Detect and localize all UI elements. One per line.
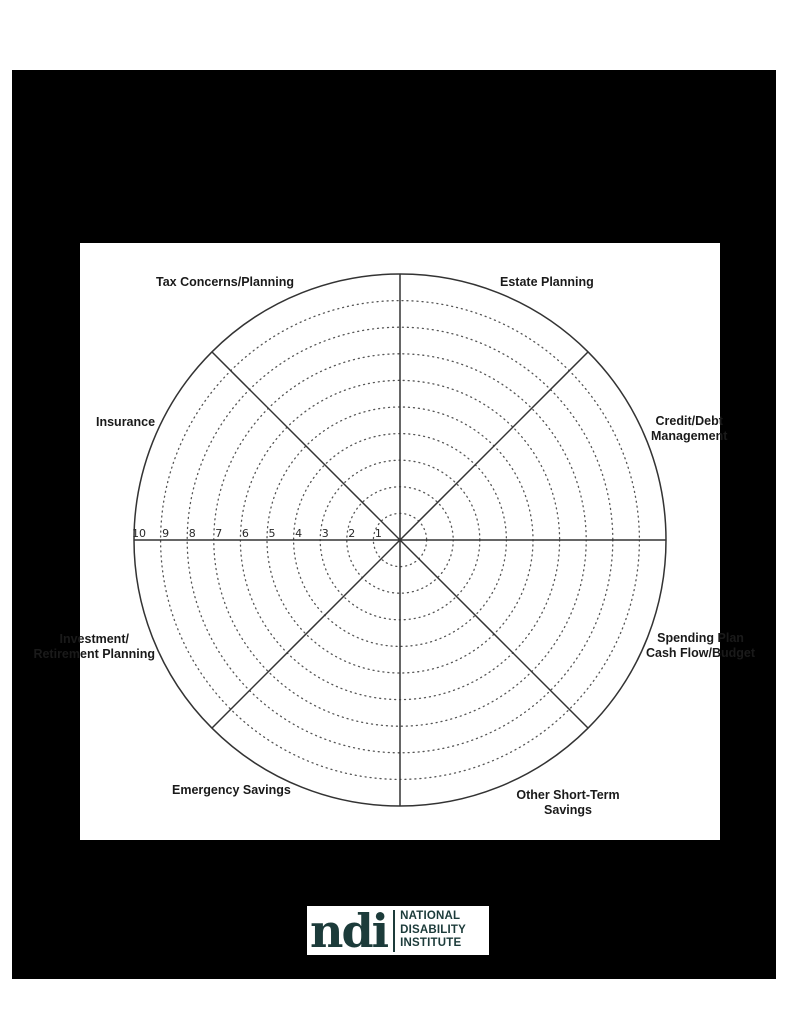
wheel-of-finance-panel	[33, 243, 756, 840]
scale-number: 7	[215, 527, 223, 540]
label-estate-planning	[500, 275, 594, 290]
label-line: Tax Concerns/Planning	[156, 275, 294, 289]
label-line: Savings	[544, 803, 592, 817]
label-line: Other Short-Term	[516, 788, 620, 802]
scale-number: 10	[132, 527, 146, 540]
label-insurance	[96, 415, 155, 430]
label-emergency-savings	[172, 783, 291, 798]
logo-wordmark	[400, 910, 466, 951]
scale-number: 3	[321, 527, 329, 540]
label-line: Insurance	[96, 415, 156, 429]
label-line: Management	[651, 429, 728, 443]
logo-line: INSTITUTE	[400, 937, 462, 950]
logo-line: NATIONAL	[400, 910, 461, 923]
scale-number: 1	[374, 527, 382, 540]
label-investment-retirement	[33, 632, 155, 662]
segment-dividers	[134, 274, 666, 806]
label-line: Estate Planning	[500, 275, 594, 289]
scale-number: 2	[348, 527, 356, 540]
label-other-short-term	[500, 788, 636, 818]
scale-number: 4	[295, 527, 303, 540]
scale-number: 8	[188, 527, 196, 540]
label-line: Cash Flow/Budget	[646, 646, 756, 660]
logo-line: DISABILITY	[400, 923, 466, 936]
scale-number: 6	[241, 527, 249, 540]
label-line: Retirement Planning	[33, 647, 155, 661]
wheel-diagram	[80, 243, 720, 840]
ndi-logo	[307, 903, 489, 958]
label-line: Investment/	[59, 632, 129, 646]
label-tax-concerns	[156, 275, 294, 290]
scale-number: 5	[268, 527, 276, 540]
label-line: Credit/Debt	[655, 414, 723, 428]
label-line: Spending Plan	[657, 631, 744, 645]
scale-number: 9	[162, 527, 170, 540]
label-credit-debt	[651, 414, 727, 444]
scale-numbers	[132, 527, 382, 540]
label-spending-cash-flow	[646, 631, 755, 661]
label-line: Emergency Savings	[172, 783, 291, 797]
logo-divider	[393, 910, 395, 952]
logo-mark: ndi	[310, 903, 388, 958]
